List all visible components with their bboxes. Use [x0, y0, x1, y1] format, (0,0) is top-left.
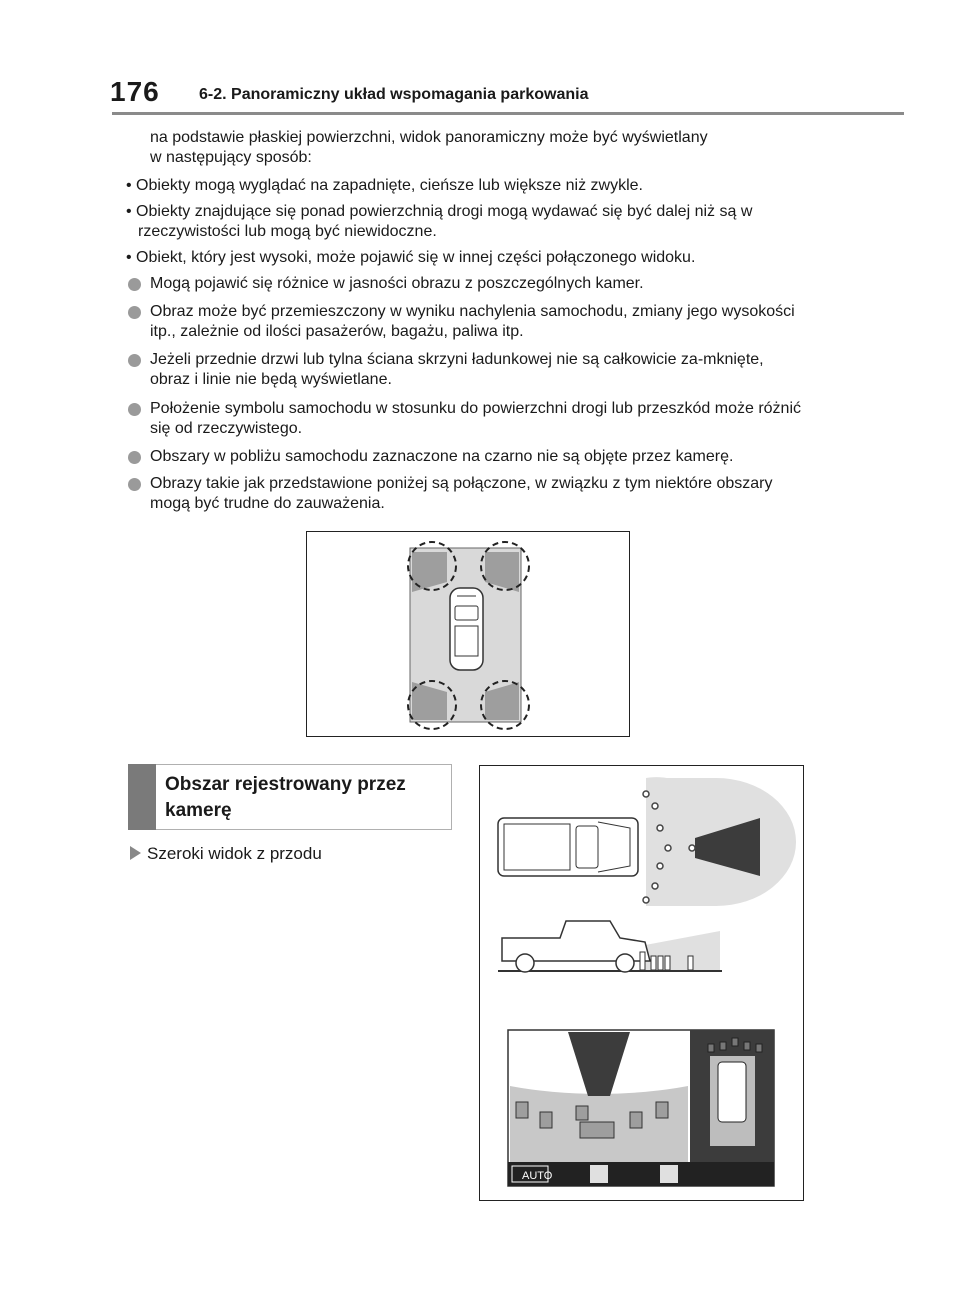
header-divider: [112, 112, 904, 115]
section-heading-bar: [128, 764, 156, 830]
bullet-icon: [128, 478, 141, 491]
bullet-item: Położenie symbolu samochodu w stosunku do powierzchni drogi lub przeszkód może różnić się od rzeczywistego.: [128, 399, 808, 439]
section-header: 6-2. Panoramiczny układ wspomagania parkowania: [199, 86, 589, 103]
dash-item: • Obiekty znajdujące się ponad powierzchnią drogi mogą wydawać się być dalej niż są w rzeczywistości lub mogą być niewidoczne.: [126, 203, 753, 240]
bullet-item: Obszary w pobliżu samochodu zaznaczone na czarno nie są objęte przez kamerę.: [128, 447, 808, 467]
bullet-item: Jeżeli przednie drzwi lub tylna ściana skrzyni ładunkowej nie są całkowicie za-mknięte, obraz i linie nie będą wyświetlane.: [128, 350, 808, 390]
page-number: 176: [110, 76, 160, 107]
panoramic-view-figure: [306, 531, 630, 737]
bullet-item: Obrazy takie jak przedstawione poniżej są połączone, w związku z tym niektóre obszary mogą być trudne do zauważenia.: [128, 474, 808, 514]
bullet-item: Obraz może być przemieszczony w wyniku nachylenia samochodu, zmiany jego wysokości itp., zależnie od ilości pasażerów, bagażu, paliwa itp.: [128, 302, 808, 342]
bullet-icon: [128, 451, 141, 464]
auto-label: AUTO: [522, 1170, 553, 1182]
triangle-icon: [130, 846, 141, 860]
dash-item: • Obiekty mogą wyglądać na zapadnięte, cieńsze lub większe niż zwykle.: [126, 177, 643, 194]
intro-text: na podstawie płaskiej powierzchni, widok panoramiczny może być wyświetlany w następujący sposób:: [150, 129, 708, 166]
front-camera-diagram: [480, 766, 803, 1200]
panoramic-diagram: [307, 532, 629, 736]
bullet-item: Mogą pojawić się różnice w jasności obrazu z poszczególnych kamer.: [128, 274, 808, 294]
subsection-title: Szeroki widok z przodu: [130, 844, 322, 864]
bullet-icon: [128, 278, 141, 291]
wide-front-view-figure: [479, 765, 804, 1201]
bullet-icon: [128, 306, 141, 319]
dash-item: • Obiekt, który jest wysoki, może pojawić się w innej części połączonego widoku.: [126, 249, 696, 266]
bullet-icon: [128, 403, 141, 416]
section-title: Obszar rejestrowany przez kamerę: [165, 774, 406, 821]
bullet-icon: [128, 354, 141, 367]
